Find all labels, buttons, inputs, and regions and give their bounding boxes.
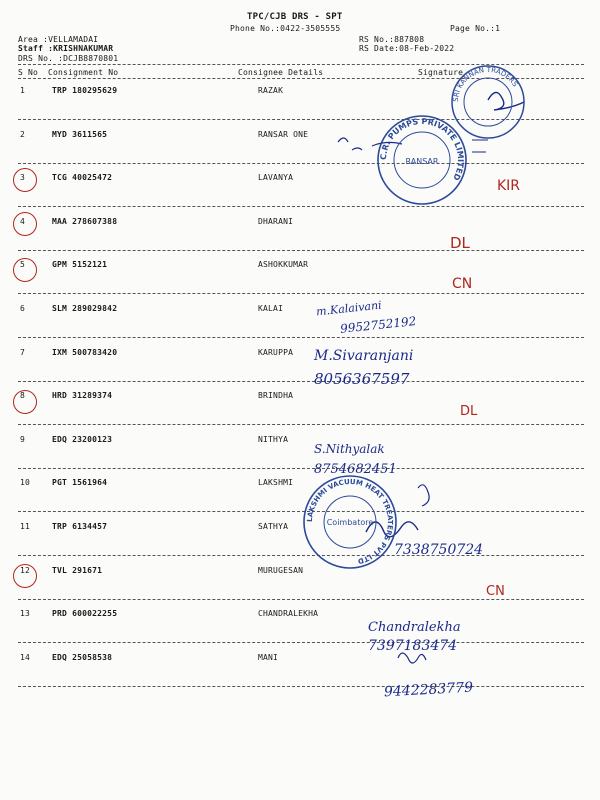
row-serial-number: 7 [20, 348, 26, 357]
bottom-stamp-text: LAKSHMI VACUUM HEAT TREATERS PVT LTD [305, 477, 395, 566]
phone-number: Phone No.:0422-3505555 [230, 24, 341, 33]
row-consignee-name: KALAI [258, 304, 284, 313]
row-9-signature-phone: 8754682451 [314, 462, 397, 477]
row-consignment-number: TCG 40025472 [52, 173, 113, 182]
row-consignment-number: IXM 500783420 [52, 348, 118, 357]
row-consignee-name: LAKSHMI [258, 478, 294, 487]
row-13-signature-phone: 7397183474 [368, 638, 458, 654]
document-title: TPC/CJB DRS - SPT [247, 12, 343, 22]
row-13-signature-name: Chandralekha [368, 620, 461, 635]
row-consignee-name: NITHYA [258, 435, 289, 444]
top-stamp-text: SRI KANNAN TRADERS [451, 65, 520, 103]
row-serial-number: 14 [20, 653, 31, 662]
row-serial-number: 10 [20, 478, 31, 487]
row-consignment-number: SLM 289029842 [52, 304, 118, 313]
staff-label: Staff :KRISHNAKUMAR [18, 44, 114, 53]
row-consignment-number: EDQ 23200123 [52, 435, 113, 444]
row-serial-number: 11 [20, 522, 31, 531]
row-6-signature-name: m.Kalaivani [315, 298, 383, 319]
middle-rubber-stamp [374, 112, 470, 208]
row-serial-number: 8 [20, 391, 26, 400]
row-consignment-number: EDQ 25058538 [52, 653, 113, 662]
row-serial-number: 4 [20, 217, 26, 226]
row-consignment-number: PRD 600022255 [52, 609, 118, 618]
svg-text:C.R. PUMPS PRIVATE LIMITED [379, 117, 465, 182]
row-consignee-name: BRINDHA [258, 391, 294, 400]
row-serial-number: 9 [20, 435, 26, 444]
row-consignee-name: ASHOKKUMAR [258, 260, 309, 269]
row-4-note: DL [450, 234, 470, 252]
row-serial-number: 12 [20, 566, 31, 575]
row-consignment-number: HRD 31289374 [52, 391, 113, 400]
row-consignment-number: TRP 180295629 [52, 86, 118, 95]
row-consignment-number: MYD 3611565 [52, 130, 108, 139]
svg-text:SRI KANNAN TRADERS [452, 66, 519, 102]
row-serial-number: 6 [20, 304, 26, 313]
bottom-rubber-stamp [300, 472, 400, 572]
row-7-signature-name: M.Sivaranjani [314, 348, 414, 364]
row-consignee-name: RAZAK [258, 86, 284, 95]
row-14-signature [398, 653, 426, 663]
row-10-signature [418, 485, 429, 506]
row-consignee-name: MURUGESAN [258, 566, 304, 575]
row-consignment-number: GPM 5152121 [52, 260, 108, 269]
row-11-signature-phone: 7338750724 [394, 542, 484, 558]
row-14-signature-phone: 9442283779 [383, 679, 474, 701]
row-3-note: KIR [497, 178, 521, 194]
row-serial-number: 2 [20, 130, 26, 139]
row-12-note: CN [486, 584, 505, 599]
col-consignee-header: Consignee Details [238, 68, 324, 77]
row-8-note: DL [460, 404, 478, 419]
row-consignee-name: KARUPPA [258, 348, 294, 357]
row-serial-number: 3 [20, 173, 26, 182]
row-6-signature-phone: 9952752192 [339, 314, 417, 336]
rs-number: RS No.:887808 [359, 35, 425, 44]
row-consignee-name: LAVANYA [258, 173, 294, 182]
row-consignee-name: DHARANI [258, 217, 294, 226]
middle-stamp-inner-text: RANSAR [405, 157, 439, 166]
row-5-note: CN [452, 276, 473, 292]
row-consignee-name: CHANDRALEKHA [258, 609, 319, 618]
col-sno-header: S No [18, 68, 39, 77]
row-consignee-name: SATHYA [258, 522, 289, 531]
row-consignment-number: MAA 278607388 [52, 217, 118, 226]
row-consignment-number: TVL 291671 [52, 566, 103, 575]
col-signature-header: Signature [418, 68, 464, 77]
area-label: Area :VELLAMADAI [18, 35, 99, 44]
col-consignment-header: Consignment No [48, 68, 119, 77]
rs-date: RS Date:08-Feb-2022 [359, 44, 455, 53]
row-consignment-number: TRP 6134457 [52, 522, 108, 531]
row-serial-number: 13 [20, 609, 31, 618]
row-serial-number: 5 [20, 260, 26, 269]
page-number: Page No.:1 [450, 24, 501, 33]
row-consignee-name: MANI [258, 653, 279, 662]
row-consignee-name: RANSAR ONE [258, 130, 309, 139]
middle-stamp-text: C.R. PUMPS PRIVATE LIMITED [378, 116, 466, 182]
row-serial-number: 1 [20, 86, 26, 95]
drs-number: DRS No. :DCJB8870801 [18, 54, 119, 63]
row-9-signature-name: S.Nithyalak [314, 442, 385, 456]
row-7-signature-phone: 8056367597 [314, 370, 410, 388]
row-consignment-number: PGT 1561964 [52, 478, 108, 487]
bottom-stamp-inner-text: Coimbatore [326, 518, 374, 527]
